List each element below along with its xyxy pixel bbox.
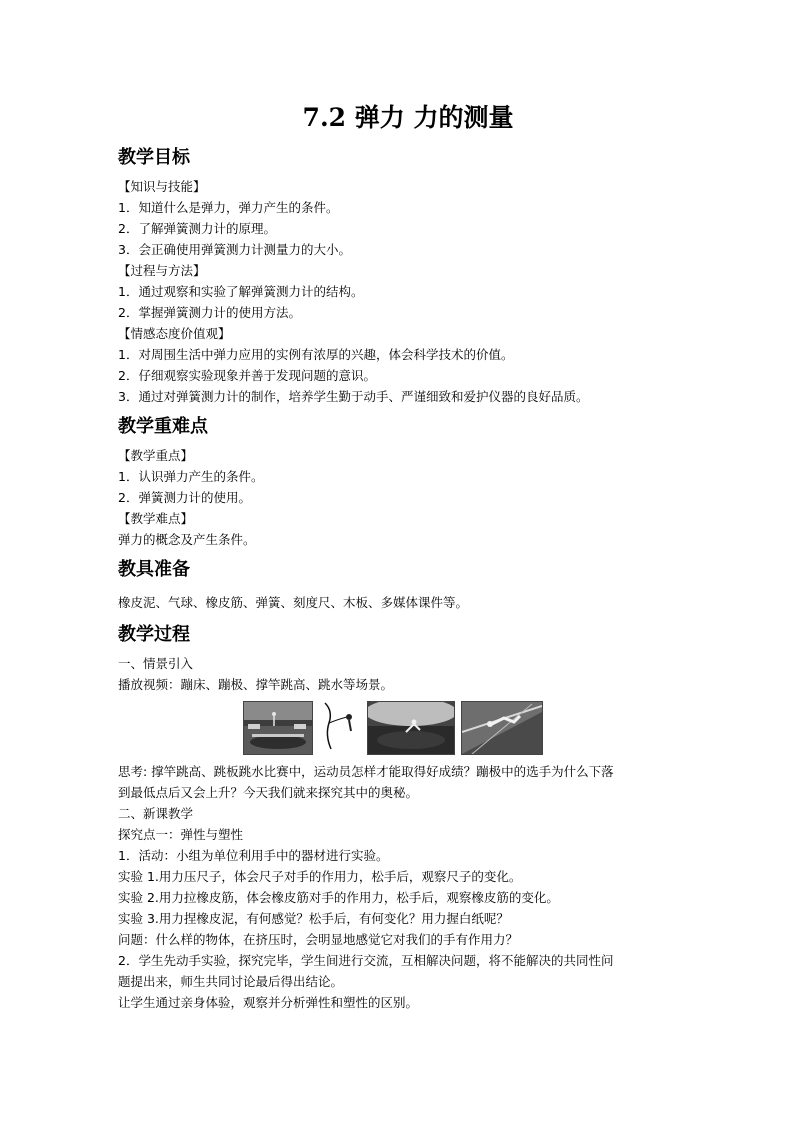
objectives-heading: 教学目标 [118, 147, 190, 168]
materials-text: 橡皮泥、气球、橡皮筋、弹簧、刻度尺、木板、多媒体课件等。 [118, 595, 469, 610]
intro-label: 一、情景引入 [118, 656, 194, 671]
experiment-1-text: 实验 1.用力压尺子，体会尺子对手的作用力，松手后，观察尺子的变化。 [118, 869, 522, 884]
teaching-focus-label: 【教学重点】 [118, 448, 194, 463]
page-title: 7.2 弹力 力的测量 [302, 103, 514, 132]
objective-item: 3．会正确使用弹簧测力计测量力的大小。 [118, 242, 351, 257]
objective-item: 2．仔细观察实验现象并善于发现问题的意识。 [118, 368, 376, 383]
objective-item: 3．通过对弹簧测力计的制作，培养学生勤于动手、严谨细致和爱护仪器的良好品质。 [118, 389, 589, 404]
step-2-line-2: 题提出来，师生共同讨论最后得出结论。 [118, 974, 344, 989]
objective-item: 1．通过观察和实验了解弹簧测力计的结构。 [118, 284, 364, 299]
scene-images [243, 701, 680, 755]
think-text-line-1: 思考: 撑竿跳高、跳板跳水比赛中，运动员怎样才能取得好成绩？蹦极中的选手为什么下落 [118, 764, 614, 779]
new-lesson-label: 二、新课教学 [118, 806, 194, 821]
activity-text: 1．活动：小组为单位利用手中的器材进行实验。 [118, 848, 389, 863]
bungee-photo [319, 701, 361, 753]
process-method-label: 【过程与方法】 [118, 263, 206, 278]
difficulty-text: 弹力的概念及产生条件。 [118, 532, 256, 547]
teaching-difficulty-label: 【教学难点】 [118, 511, 194, 526]
document-page [118, 98, 680, 1013]
focus-item: 1．认识弹力产生的条件。 [118, 469, 264, 484]
stadium-photo [367, 701, 455, 755]
key-points-heading: 教学重难点 [118, 416, 208, 437]
experiment-2-text: 实验 2.用力拉橡皮筋，体会橡皮筋对手的作用力，松手后，观察橡皮筋的变化。 [118, 890, 559, 905]
pole-vault-photo [461, 701, 543, 755]
focus-item: 2．弹簧测力计的使用。 [118, 490, 251, 505]
experiment-3-text: 实验 3.用力捏橡皮泥，有何感觉？松手后，有何变化？用力握白纸呢？ [118, 911, 509, 926]
trampoline-photo [243, 701, 313, 755]
objective-item: 2．掌握弹簧测力计的使用方法。 [118, 305, 301, 320]
question-text: 问题：什么样的物体，在挤压时，会明显地感觉它对我们的手有作用力？ [118, 932, 519, 947]
objective-item: 1．对周围生活中弹力应用的实例有浓厚的兴趣，体会科学技术的价值。 [118, 347, 514, 362]
explore-point-label: 探究点一：弹性与塑性 [118, 827, 244, 842]
step-2-line-1: 2．学生先动手实验，探究完毕，学生间进行交流，互相解决问题，将不能解决的共同性问 [118, 953, 614, 968]
materials-heading: 教具准备 [118, 559, 190, 580]
think-text-line-2: 到最低点后又会上升？今天我们就来探究其中的奥秘。 [118, 785, 419, 800]
emotion-values-label: 【情感态度价值观】 [118, 326, 231, 341]
knowledge-skills-label: 【知识与技能】 [118, 179, 206, 194]
objective-item: 2．了解弹簧测力计的原理。 [118, 221, 276, 236]
video-text: 播放视频：蹦床、蹦极、撑竿跳高、跳水等场景。 [118, 677, 394, 692]
process-heading: 教学过程 [118, 624, 190, 645]
conclusion-text: 让学生通过亲身体验，观察并分析弹性和塑性的区别。 [118, 995, 419, 1010]
objective-item: 1．知道什么是弹力，弹力产生的条件。 [118, 200, 339, 215]
